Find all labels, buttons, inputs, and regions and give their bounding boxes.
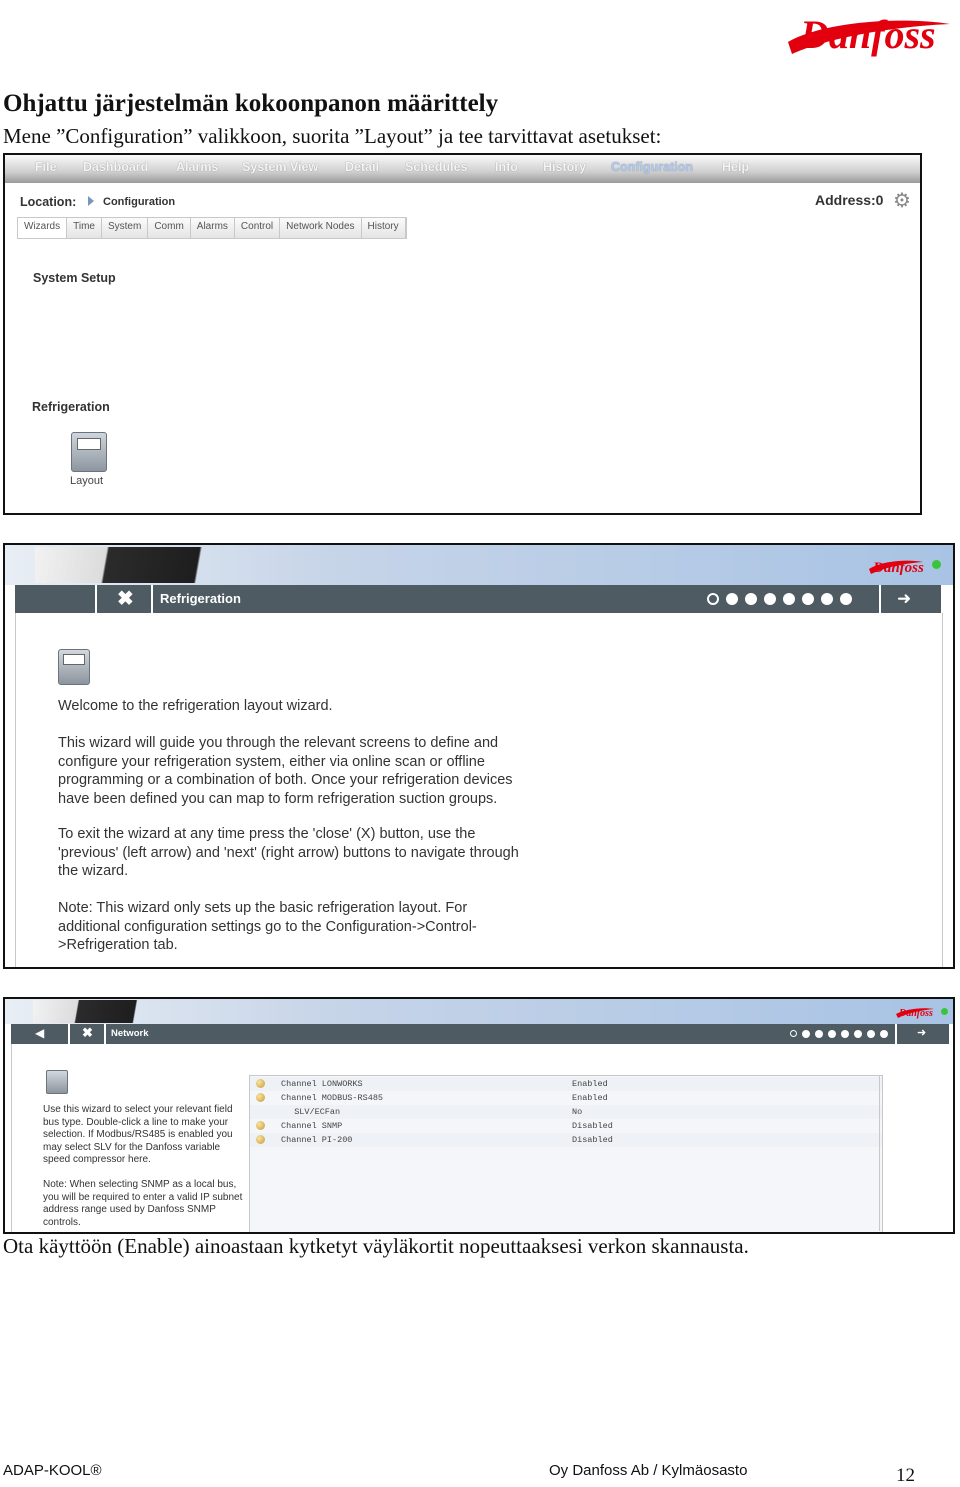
progress-dot	[828, 1030, 836, 1038]
tab-system[interactable]: System	[102, 218, 148, 238]
channel-status: Disabled	[572, 1135, 613, 1145]
progress-dot	[815, 1030, 823, 1038]
location-value: Configuration	[103, 196, 176, 208]
danfoss-logo	[782, 2, 956, 68]
layout-wizard-label[interactable]: Layout	[70, 475, 104, 487]
menu-detail[interactable]: Detail	[345, 160, 380, 174]
menu-schedules[interactable]: Schedules	[405, 160, 468, 174]
channel-row[interactable]	[250, 1091, 882, 1105]
menu-alarms[interactable]: Alarms	[176, 160, 219, 174]
channel-name: Channel PI-200	[281, 1135, 353, 1145]
tab-alarms[interactable]: Alarms	[191, 218, 235, 238]
menu-history[interactable]: History	[543, 160, 587, 174]
main-menu-bar	[5, 155, 920, 183]
progress-dot	[880, 1030, 888, 1038]
menu-file[interactable]: File	[35, 160, 57, 174]
channel-list	[249, 1075, 883, 1234]
channel-row[interactable]	[250, 1077, 882, 1091]
channel-name: Channel SNMP	[281, 1121, 343, 1131]
channel-icon	[256, 1135, 265, 1144]
tab-time[interactable]: Time	[67, 218, 102, 238]
channel-status: Disabled	[572, 1121, 613, 1131]
progress-dot	[840, 593, 852, 605]
wizard-progress	[707, 593, 852, 605]
channel-name: SLV/ECFan	[284, 1107, 341, 1117]
progress-dot-current	[707, 593, 719, 605]
progress-dot	[854, 1030, 862, 1038]
small-logo-text: Danfoss	[899, 1008, 933, 1019]
layout-wizard-icon[interactable]	[71, 432, 107, 472]
menu-system-view[interactable]: System View	[242, 160, 319, 174]
gear-icon[interactable]: ⚙	[893, 190, 911, 212]
system-setup-heading: System Setup	[33, 271, 116, 285]
danfoss-small-logo	[895, 1003, 935, 1021]
danfoss-small-logo	[867, 553, 925, 579]
menu-info[interactable]: Info	[495, 160, 518, 174]
footer-company: Oy Danfoss Ab / Kylmäosasto	[549, 1462, 748, 1479]
document-subtitle: Mene ”Configuration” valikkoon, suorita ”Layout” ja tee tarvittavat asetukset:	[3, 124, 662, 148]
footer-product: ADAP-KOOL®	[3, 1462, 102, 1479]
wizard-title: Network	[111, 1028, 149, 1039]
channel-status: No	[572, 1107, 583, 1117]
status-indicator-icon	[941, 1008, 948, 1015]
channel-icon	[256, 1093, 265, 1102]
channel-row[interactable]	[250, 1119, 882, 1133]
wizard-note-text: Note: This wizard only sets up the basic refrigeration layout. For additional configuration settings go to the Configuration->Control->Refrigeration tab.	[58, 900, 477, 953]
configuration-screenshot	[3, 153, 922, 515]
refrigeration-wizard-icon	[58, 649, 90, 685]
wizard-note-text: Note: When selecting SNMP as a local bus, you will be required to enter a valid IP subnet address range used by Danfoss SNMP controls.	[43, 1179, 243, 1228]
tab-control[interactable]: Control	[235, 218, 280, 238]
progress-dot	[867, 1030, 875, 1038]
wizard-toolbar	[15, 585, 941, 613]
wizard-welcome-text: Welcome to the refrigeration layout wizard.	[58, 698, 333, 714]
tab-comm[interactable]: Comm	[148, 218, 190, 238]
page-number: 12	[896, 1465, 915, 1486]
menu-dashboard[interactable]: Dashboard	[83, 160, 149, 174]
progress-dot-current	[790, 1030, 797, 1037]
menu-help[interactable]: Help	[722, 160, 750, 174]
wizard-progress	[790, 1030, 888, 1038]
wizard-title: Refrigeration	[160, 591, 241, 606]
wizard-help-text: Use this wizard to select your relevant field bus type. Double-click a line to make your selection. If Modbus/RS485 is enabled you may select SLV for the Danfoss variable speed compressor here.	[43, 1104, 233, 1166]
menu-configuration[interactable]: Configuration	[611, 160, 693, 174]
progress-dot	[841, 1030, 849, 1038]
channel-status: Enabled	[572, 1093, 608, 1103]
tab-network-nodes[interactable]: Network Nodes	[280, 218, 361, 238]
progress-dot	[726, 593, 738, 605]
logo-text: Danfoss	[800, 12, 936, 57]
channel-status: Enabled	[572, 1079, 608, 1089]
channel-name: Channel MODBUS-RS485	[281, 1093, 384, 1103]
address-label: Address:0	[815, 192, 884, 208]
location-label: Location:	[20, 195, 77, 209]
channel-name: Channel LONWORKS	[281, 1079, 363, 1089]
refrigeration-heading: Refrigeration	[32, 400, 110, 414]
progress-dot	[745, 593, 757, 605]
wizard-navigation-text: To exit the wizard at any time press the 'close' (X) button, use the 'previous' (left arrow) and 'next' (right arrow) buttons to navigate through the wizard.	[58, 826, 519, 879]
wizard-intro-text: This wizard will guide you through the relevant screens to define and configure your refrigeration system, either via online scan or offline programming or a combination of both. Once your refrigeration devices have been defined you can map to form refrigeration suction groups.	[58, 735, 513, 807]
wizard-toolbar	[11, 1024, 949, 1044]
next-button[interactable]: ➜	[897, 589, 912, 608]
close-button[interactable]: ✖	[117, 588, 134, 610]
progress-dot	[783, 593, 795, 605]
tab-history[interactable]: History	[362, 218, 406, 238]
network-wizard-screenshot	[3, 997, 955, 1234]
network-wizard-icon	[46, 1070, 68, 1094]
channel-icon	[256, 1079, 265, 1088]
previous-button[interactable]: ◀	[35, 1026, 45, 1040]
document-title: Ohjattu järjestelmän kokoonpanon määrittely	[3, 90, 499, 117]
close-button[interactable]: ✖	[82, 1025, 93, 1040]
document-caption: Ota käyttöön (Enable) ainoastaan kytketyt väyläkortit nopeuttaaksesi verkon skannausta.	[3, 1234, 749, 1258]
progress-dot	[802, 593, 814, 605]
location-arrow-icon	[88, 196, 94, 206]
channel-row[interactable]	[250, 1105, 882, 1119]
banner-device-image	[35, 547, 235, 583]
progress-dot	[802, 1030, 810, 1038]
channel-row[interactable]	[250, 1133, 882, 1147]
tab-wizards[interactable]: Wizards	[18, 218, 67, 238]
banner-device-image	[33, 1000, 158, 1023]
next-button[interactable]: ➜	[917, 1027, 927, 1039]
progress-dot	[821, 593, 833, 605]
config-subtabs	[17, 217, 407, 239]
small-logo-text: Danfoss	[873, 560, 924, 576]
progress-dot	[764, 593, 776, 605]
status-indicator-icon	[932, 560, 941, 569]
channel-icon	[256, 1121, 265, 1130]
refrigeration-wizard-screenshot	[3, 543, 955, 969]
channel-list-scrollbar[interactable]	[879, 1076, 880, 1231]
